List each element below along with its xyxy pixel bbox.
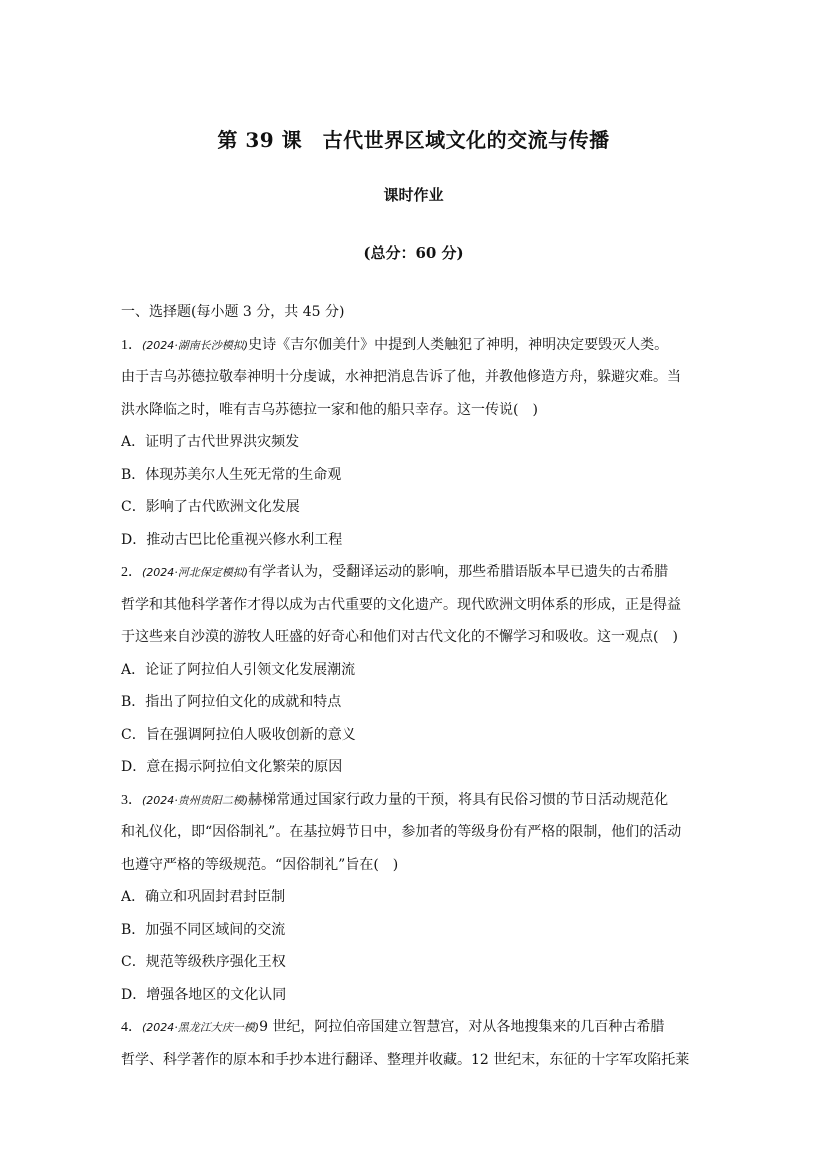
question-1-line-3: 洪水降临之时，唯有吉乌苏德拉一家和他的船只幸存。这一传说( )	[121, 401, 538, 418]
question-2-line-3: 于这些来自沙漠的游牧人旺盛的好奇心和他们对古代文化的不懈学习和吸收。这一观点( )	[121, 629, 678, 645]
question-4	[121, 1011, 713, 1076]
question-1-option-b: B．体现苏美尔人生死无常的生命观	[121, 466, 342, 483]
question-3-option-d: D．增强各地区的文化认同	[121, 986, 287, 1003]
question-2-source: (2024·河北保定模拟)	[142, 566, 249, 579]
question-3	[121, 784, 713, 1012]
question-4-number: 4．	[121, 1020, 142, 1035]
question-1-text: 史诗《吉尔伽美什》中提到人类触犯了神明，神明决定要毁灭人类。	[248, 336, 669, 353]
question-3-option-c: C．规范等级秩序强化王权	[121, 954, 286, 970]
question-3-line-3: 也遵守严格的等级规范。“因俗制礼”旨在( )	[121, 856, 399, 873]
question-2-option-c: C．旨在强调阿拉伯人吸收创新的意义	[121, 726, 356, 743]
question-1	[121, 329, 713, 557]
question-3-text: 赫梯常通过国家行政力量的干预，将具有民俗习惯的节日活动规范化	[248, 791, 669, 808]
question-1-option-a: A．证明了古代世界洪灾频发	[121, 434, 300, 450]
question-3-line-2: 和礼仪化，即“因俗制礼”。在基拉姆节日中，参加者的等级身份有严格的限制，他们的活动	[121, 824, 682, 840]
question-4-line-1	[121, 1011, 713, 1044]
question-1-line-1	[121, 329, 713, 362]
question-1-source: (2024·湖南长沙模拟)	[142, 338, 249, 352]
question-4-line-2: 哲学、科学著作的原本和手抄本进行翻译、整理并收藏。12 世纪末，东征的十字军攻陷托莱	[121, 1051, 690, 1068]
question-1-number: 1．	[121, 337, 142, 353]
question-2-line-1	[121, 556, 713, 589]
question-3-line-1	[121, 784, 713, 817]
question-2	[121, 556, 713, 784]
question-2-option-d: D．意在揭示阿拉伯文化繁荣的原因	[121, 759, 343, 775]
question-4-source: (2024·黑龙江大庆一模)	[142, 1021, 260, 1034]
section-heading: 一、选择题(每小题 3 分，共 45 分)	[121, 304, 345, 320]
lesson-title: 第 39 课 古代世界区域文化的交流与传播	[217, 128, 610, 152]
question-3-option-a: A．确立和巩固封君封臣制	[121, 889, 286, 905]
question-4-text: 9 世纪，阿拉伯帝国建立智慧宫，对从各地搜集来的几百种古希腊	[259, 1019, 665, 1035]
question-1-line-2: 由于吉乌苏德拉敬奉神明十分虔诚，水神把消息告诉了他，并教他修造方舟，躲避灾难。当	[121, 369, 681, 385]
question-3-option-b: B．加强不同区域间的交流	[121, 921, 286, 938]
question-2-option-a: A．论证了阿拉伯人引领文化发展潮流	[121, 661, 356, 678]
question-1-option-d: D．推动古巴比伦重视兴修水利工程	[121, 531, 343, 548]
question-3-number: 3．	[121, 792, 142, 808]
lesson-subtitle: 课时作业	[383, 186, 444, 204]
question-1-option-c: C．影响了古代欧洲文化发展	[121, 499, 300, 515]
question-2-option-b: B．指出了阿拉伯文化的成就和特点	[121, 694, 342, 710]
question-2-line-2: 哲学和其他科学著作才得以成为古代重要的文化遗产。现代欧洲文明体系的形成，正是得益	[121, 596, 681, 613]
question-3-source: (2024·贵州贵阳二模)	[142, 793, 249, 807]
question-2-text: 有学者认为，受翻译运动的影响，那些希腊语版本早已遗失的古希腊	[248, 564, 669, 580]
exercise-content	[121, 296, 713, 1076]
question-2-number: 2．	[121, 565, 142, 580]
total-score: (总分：60 分)	[363, 244, 464, 262]
